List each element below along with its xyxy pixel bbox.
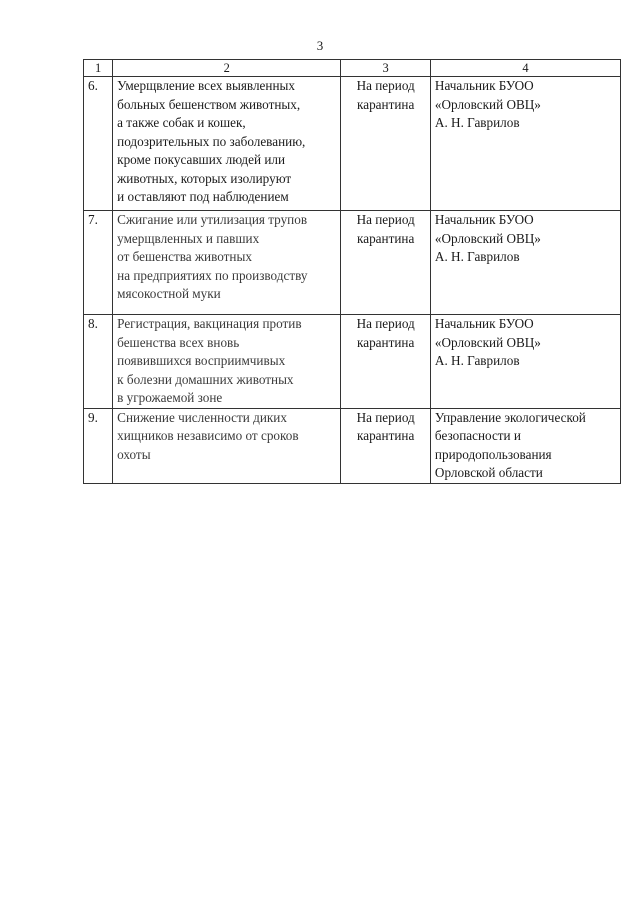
measure-line: Регистрация, вакцинация против bbox=[117, 316, 302, 331]
page-number: 3 bbox=[316, 38, 324, 53]
responsible-line: «Орловский ОВЦ» bbox=[434, 334, 541, 350]
responsible-line: А. Н. Гаврилов bbox=[434, 115, 520, 130]
table-row bbox=[84, 315, 621, 409]
measure-cell bbox=[113, 211, 341, 315]
period-cell bbox=[341, 211, 431, 315]
row-number: 9. bbox=[84, 408, 113, 483]
measure-line: Сжигание или утилизация трупов bbox=[117, 212, 308, 227]
measure-cell bbox=[113, 315, 341, 409]
header-col-1: 1 bbox=[84, 60, 113, 77]
measure-line: подозрительных по заболеванию, bbox=[117, 133, 306, 149]
responsible-cell bbox=[430, 408, 620, 483]
responsible-line: природопользования bbox=[434, 446, 552, 462]
measure-line: к болезни домашних животных bbox=[117, 371, 294, 387]
responsible-line: Начальник БУОО bbox=[434, 78, 534, 93]
responsible-line: Начальник БУОО bbox=[434, 316, 534, 331]
header-col-4: 4 bbox=[430, 60, 620, 77]
responsible-cell bbox=[430, 77, 620, 211]
measure-cell bbox=[113, 408, 341, 483]
period-line: карантина bbox=[357, 96, 415, 112]
measure-line: бешенства всех вновь bbox=[117, 334, 240, 350]
period-line: карантина bbox=[357, 230, 415, 246]
period-line: карантина bbox=[357, 428, 415, 443]
period-cell bbox=[341, 408, 431, 483]
measures-table bbox=[83, 59, 621, 484]
period-line: карантина bbox=[357, 334, 415, 350]
measure-cell bbox=[113, 77, 341, 211]
header-col-3: 3 bbox=[341, 60, 431, 77]
row-number: 7. bbox=[84, 211, 113, 315]
responsible-line: Управление экологической bbox=[434, 409, 586, 425]
period-line: На период bbox=[356, 212, 415, 227]
row-number: 6. bbox=[84, 77, 113, 211]
period-line: На период bbox=[356, 78, 415, 93]
measure-line: хищников независимо от сроков bbox=[117, 428, 299, 443]
measure-line: в угрожаемой зоне bbox=[117, 390, 223, 405]
measure-line: а также собак и кошек, bbox=[117, 115, 246, 130]
measure-line: умерщвленных и павших bbox=[117, 230, 260, 246]
responsible-line: А. Н. Гаврилов bbox=[434, 249, 520, 264]
responsible-line: А. Н. Гаврилов bbox=[434, 353, 520, 368]
responsible-line: «Орловский ОВЦ» bbox=[434, 230, 541, 246]
period-cell bbox=[341, 315, 431, 409]
responsible-line: Начальник БУОО bbox=[434, 212, 534, 227]
measure-line: животных, которых изолируют bbox=[117, 170, 292, 186]
period-line: На период bbox=[356, 316, 415, 331]
header-col-2: 2 bbox=[113, 60, 341, 77]
responsible-line: безопасности и bbox=[434, 428, 521, 443]
measure-line: на предприятиях по производству bbox=[117, 267, 308, 283]
measure-line: мясокостной муки bbox=[117, 286, 221, 301]
period-line: На период bbox=[356, 409, 415, 425]
period-cell bbox=[341, 77, 431, 211]
measure-line: и оставляют под наблюдением bbox=[117, 189, 289, 204]
measure-line: охоты bbox=[117, 446, 151, 462]
measure-line: Снижение численности диких bbox=[117, 409, 287, 425]
table-row bbox=[84, 77, 621, 211]
responsible-cell bbox=[430, 211, 620, 315]
measure-line: от бешенства животных bbox=[117, 249, 252, 264]
responsible-line: «Орловский ОВЦ» bbox=[434, 96, 541, 112]
measure-line: появившихся восприимчивых bbox=[117, 353, 286, 368]
table-header-row bbox=[84, 60, 621, 77]
row-number: 8. bbox=[84, 315, 113, 409]
measure-line: кроме покусавших людей или bbox=[117, 152, 286, 167]
measure-line: больных бешенством животных, bbox=[117, 96, 301, 112]
table-row bbox=[84, 408, 621, 483]
table-row bbox=[84, 211, 621, 315]
responsible-cell bbox=[430, 315, 620, 409]
measure-line: Умерщвление всех выявленных bbox=[117, 78, 295, 93]
responsible-line: Орловской области bbox=[434, 465, 543, 480]
